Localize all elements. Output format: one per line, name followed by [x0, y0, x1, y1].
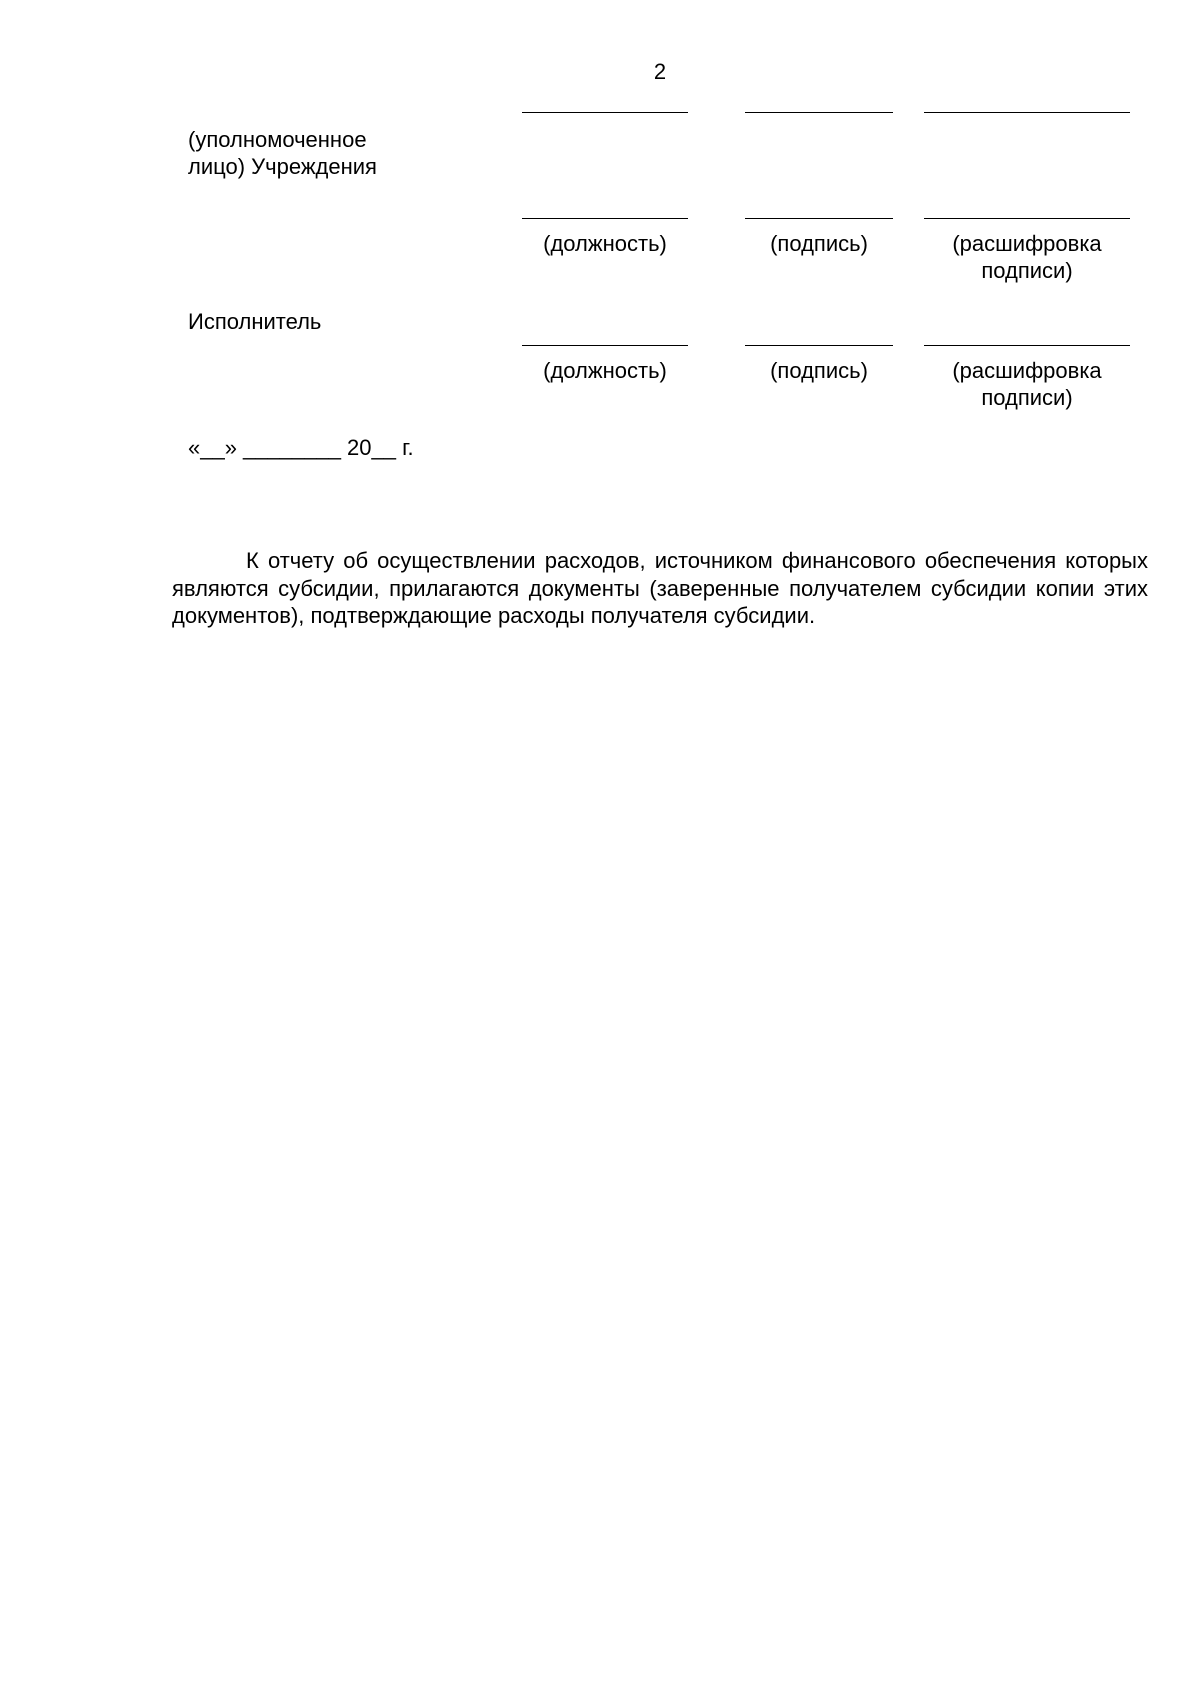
blank-line-top-signature	[745, 112, 893, 113]
attachment-note: К отчету об осуществлении расходов, источником финансового обеспечения которых являются субсидии, прилагаются документы (заверенные получателем субсидии копии этих документов), подтверждающие расходы получателя субсидии.	[172, 548, 1148, 628]
authorized-signature-caption: (подпись)	[770, 231, 868, 256]
executor-position-caption: (должность)	[543, 358, 667, 383]
executor-transcript-line	[924, 345, 1130, 346]
executor-position-line	[522, 345, 688, 346]
executor-transcript-caption: (расшифровка подписи)	[952, 358, 1102, 410]
blank-line-top-transcript	[924, 112, 1130, 113]
authorized-signature-line	[745, 218, 893, 219]
executor-signature-caption: (подпись)	[770, 358, 868, 383]
executor-signature-line	[745, 345, 893, 346]
authorized-position-caption: (должность)	[543, 231, 667, 256]
blank-line-top-position	[522, 112, 688, 113]
date-line: «__» ________ 20__ г.	[188, 435, 414, 460]
executor-label: Исполнитель	[188, 309, 322, 334]
authorized-transcript-line	[924, 218, 1130, 219]
authorized-position-line	[522, 218, 688, 219]
authorized-transcript-caption: (расшифровка подписи)	[952, 231, 1102, 283]
page-number: 2	[653, 59, 667, 84]
authorized-person-label: (уполномоченное лицо) Учреждения	[188, 127, 377, 179]
